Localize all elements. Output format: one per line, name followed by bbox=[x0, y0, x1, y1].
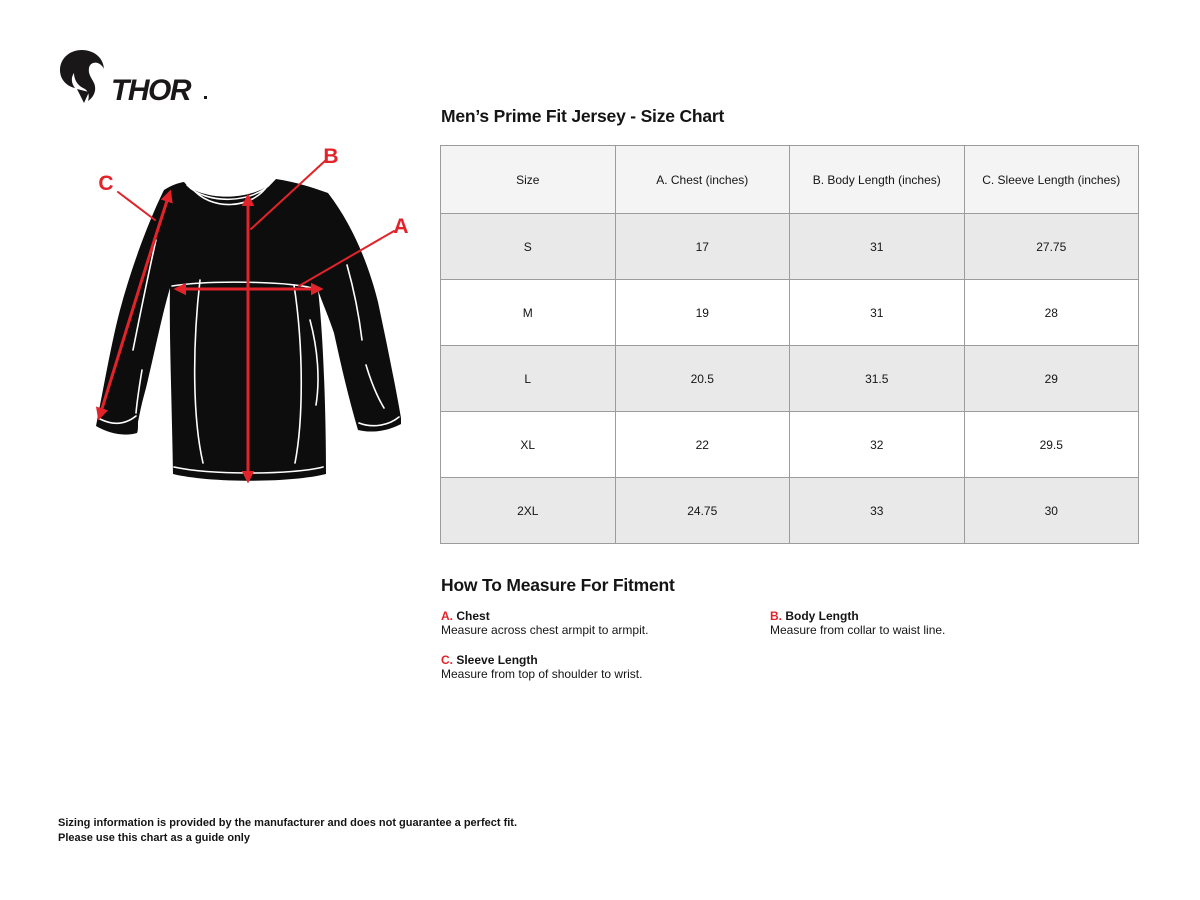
size-chart-table bbox=[440, 145, 1139, 544]
size-cell: L bbox=[441, 346, 616, 412]
chest-cell: 19 bbox=[615, 280, 790, 346]
measure-desc: Measure from collar to waist line. bbox=[770, 623, 946, 637]
sleeve-cell: 29 bbox=[964, 346, 1139, 412]
measure-grid bbox=[441, 609, 1141, 681]
body-cell: 31.5 bbox=[790, 346, 965, 412]
column-header-body: B. Body Length (inches) bbox=[790, 146, 965, 214]
leader-line-c bbox=[118, 192, 155, 220]
size-cell: S bbox=[441, 214, 616, 280]
chest-cell: 17 bbox=[615, 214, 790, 280]
label-a: A bbox=[393, 215, 409, 238]
measure-heading: How To Measure For Fitment bbox=[441, 575, 675, 595]
footer-line-2: Please use this chart as a guide only bbox=[58, 832, 250, 845]
table-row-s bbox=[441, 214, 1139, 280]
footer-line-1: Sizing information is provided by the manufacturer and does not guarantee a perfect fit. bbox=[58, 817, 518, 829]
measure-label bbox=[770, 609, 1141, 623]
table-row-2xl bbox=[441, 478, 1139, 544]
chest-cell: 22 bbox=[615, 412, 790, 478]
measure-letter: A. bbox=[441, 609, 453, 623]
chest-cell: 24.75 bbox=[615, 478, 790, 544]
measure-name: Chest bbox=[456, 609, 490, 623]
header-row bbox=[441, 146, 1139, 214]
jersey-diagram bbox=[60, 130, 420, 497]
trademark-dot bbox=[204, 96, 207, 99]
size-cell: M bbox=[441, 280, 616, 346]
table-row-m bbox=[441, 280, 1139, 346]
measure-label bbox=[441, 653, 770, 667]
measure-section bbox=[441, 575, 1141, 681]
thor-goat-icon bbox=[60, 50, 104, 103]
column-header-chest: A. Chest (inches) bbox=[615, 146, 790, 214]
logo-wordmark: THOR bbox=[111, 74, 190, 106]
label-c: C bbox=[98, 172, 114, 195]
body-cell: 33 bbox=[790, 478, 965, 544]
size-cell: XL bbox=[441, 412, 616, 478]
sleeve-cell: 30 bbox=[964, 478, 1139, 544]
measure-item-body-length bbox=[770, 609, 1141, 637]
size-cell: 2XL bbox=[441, 478, 616, 544]
body-cell: 31 bbox=[790, 214, 965, 280]
measure-letter: B. bbox=[770, 609, 782, 623]
jersey-diagram-svg bbox=[60, 130, 420, 492]
column-header-sleeve: C. Sleeve Length (inches) bbox=[964, 146, 1139, 214]
footer-note bbox=[58, 816, 517, 847]
measure-name: Body Length bbox=[785, 609, 859, 623]
body-cell: 31 bbox=[790, 280, 965, 346]
measure-desc: Measure from top of shoulder to wrist. bbox=[441, 667, 643, 681]
measure-label bbox=[441, 609, 770, 623]
thor-logo bbox=[58, 48, 218, 111]
sleeve-cell: 27.75 bbox=[964, 214, 1139, 280]
chest-cell: 20.5 bbox=[615, 346, 790, 412]
column-header-size: Size bbox=[441, 146, 616, 214]
table-row-l bbox=[441, 346, 1139, 412]
sleeve-cell: 28 bbox=[964, 280, 1139, 346]
thor-logo-svg bbox=[58, 48, 218, 106]
measure-item-chest bbox=[441, 609, 770, 637]
measure-name: Sleeve Length bbox=[456, 653, 538, 667]
label-b: B bbox=[323, 145, 339, 168]
body-cell: 32 bbox=[790, 412, 965, 478]
page-title: Men’s Prime Fit Jersey - Size Chart bbox=[441, 106, 725, 126]
sleeve-cell: 29.5 bbox=[964, 412, 1139, 478]
measure-item-sleeve-length bbox=[441, 653, 770, 681]
table-row-xl bbox=[441, 412, 1139, 478]
measure-desc: Measure across chest armpit to armpit. bbox=[441, 623, 649, 637]
measure-letter: C. bbox=[441, 653, 453, 667]
